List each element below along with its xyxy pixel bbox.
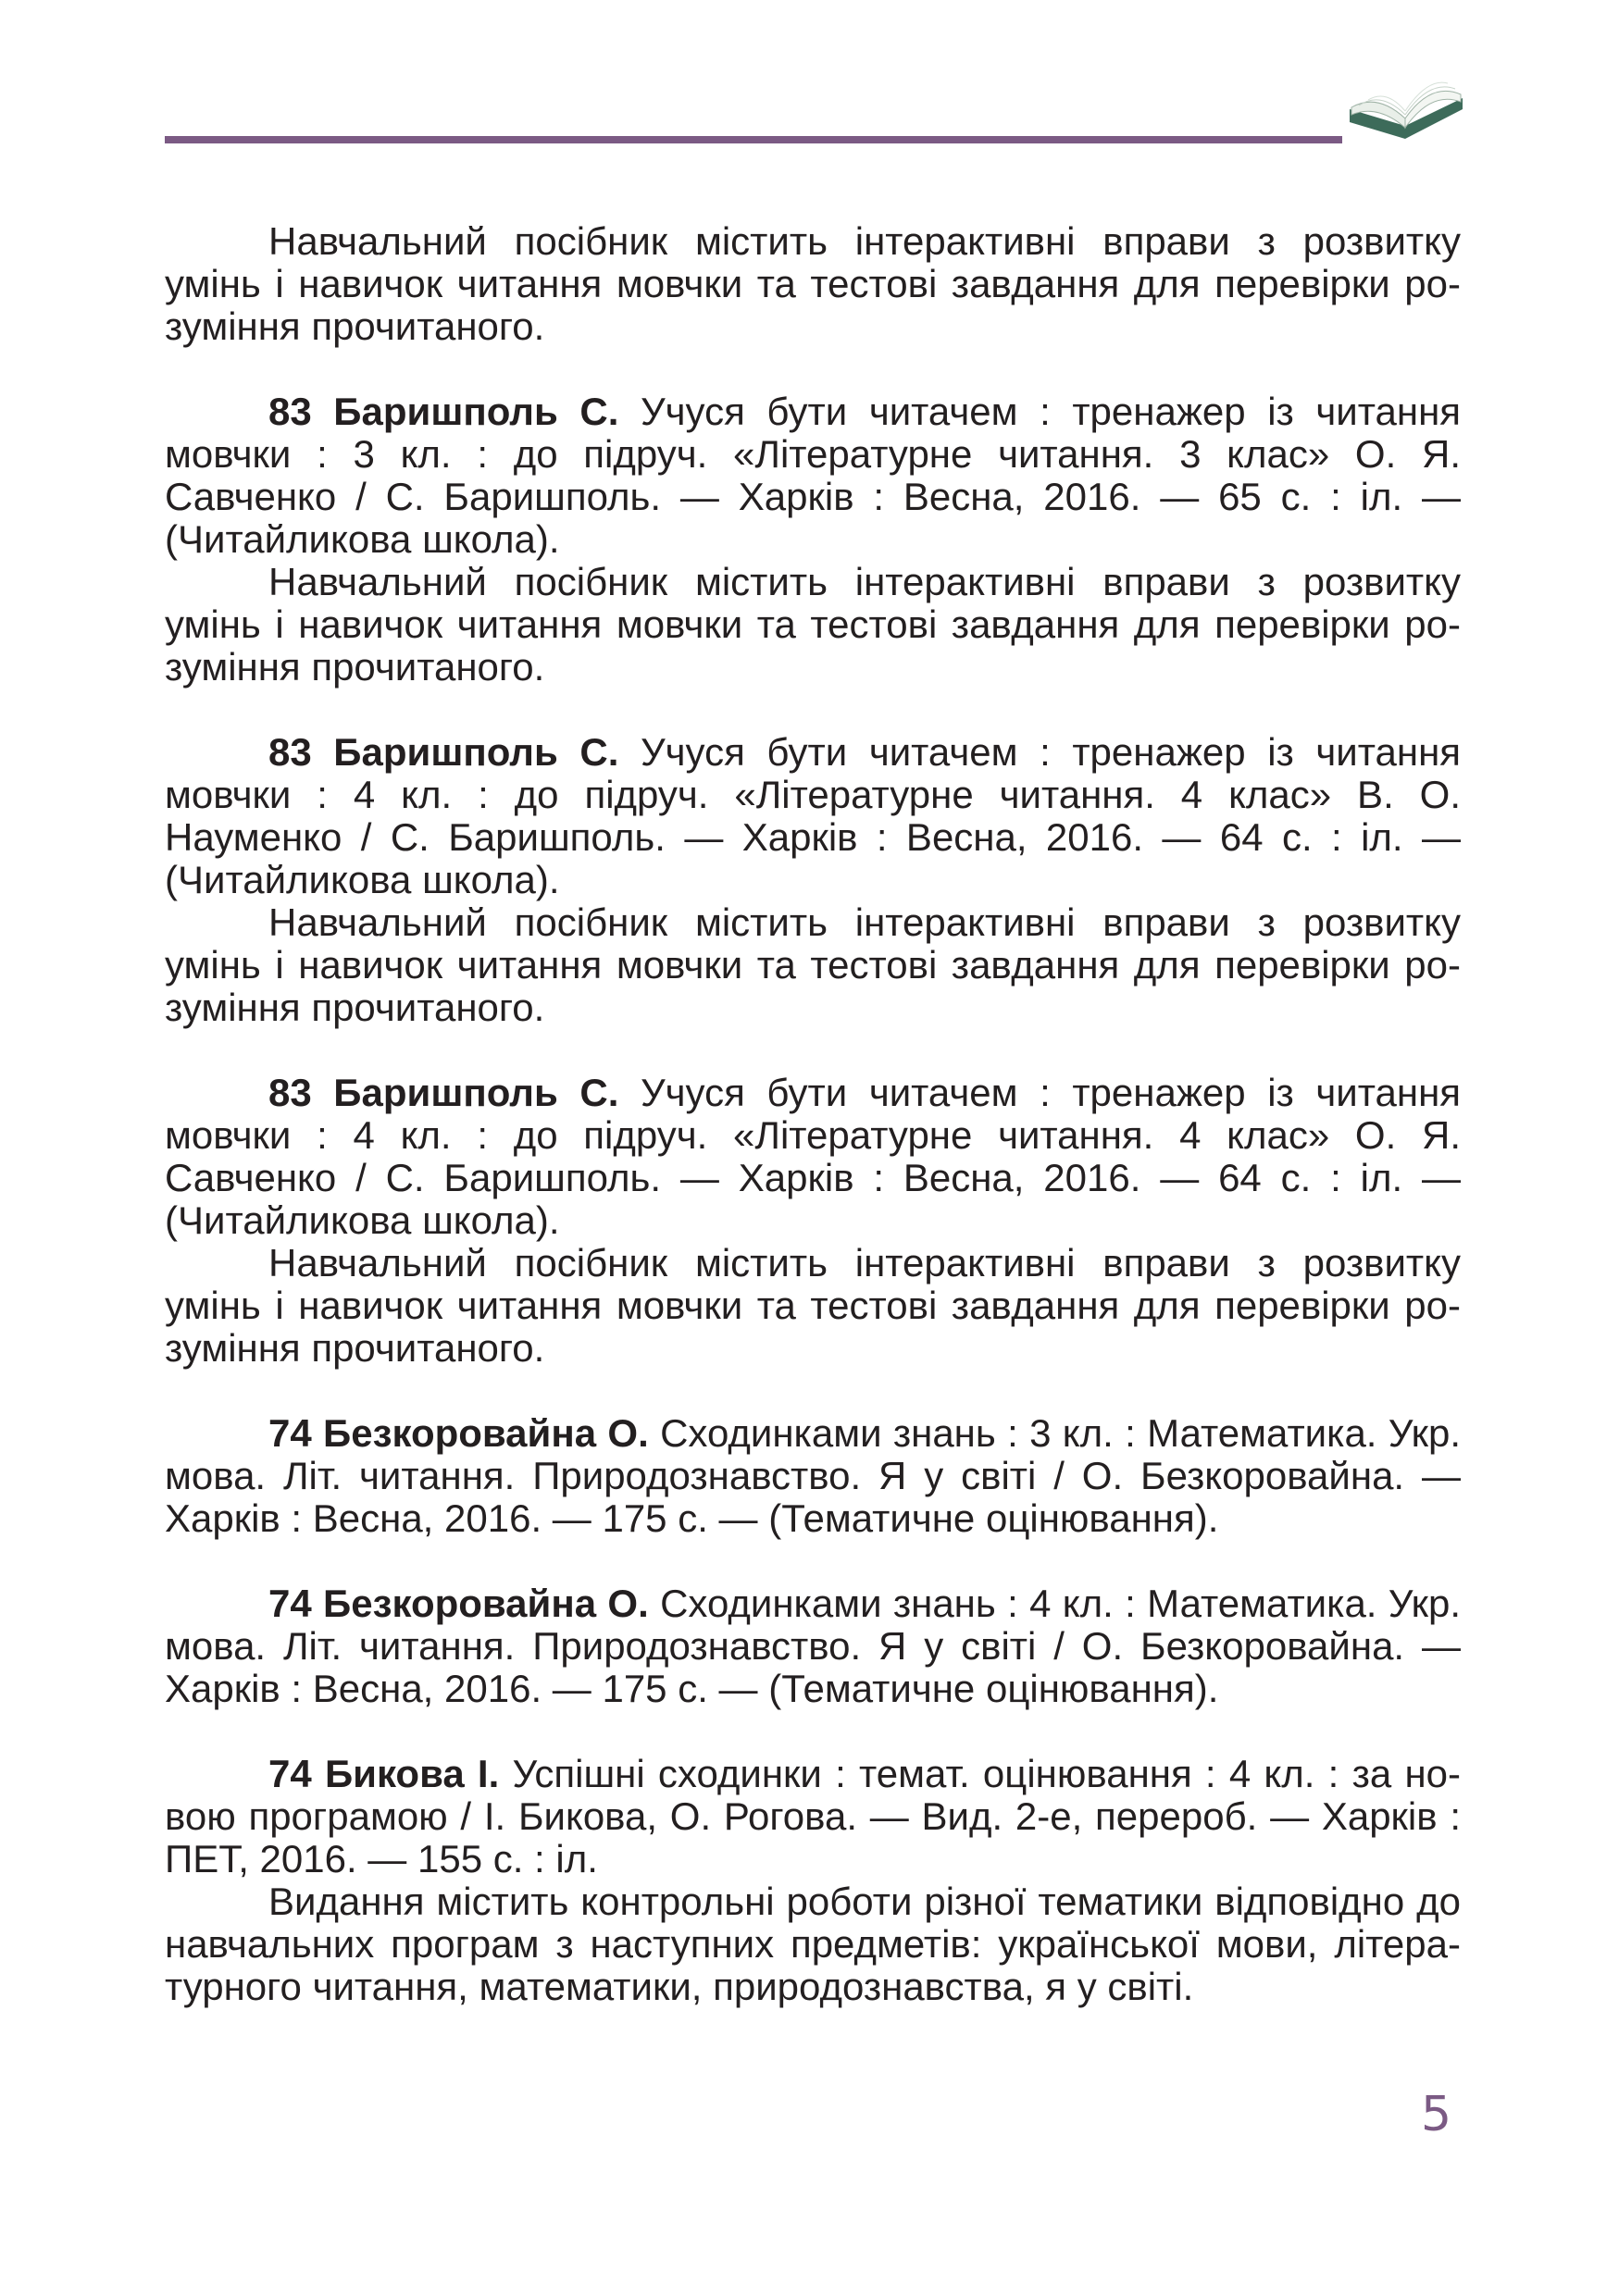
bibliography-entry bbox=[165, 1412, 1461, 1540]
entry-citation bbox=[165, 1582, 1461, 1710]
entry-annotation: Видання містить контрольні роботи різної тематики відповідно до навчальних програм з наступних предметів: української мови, літературного читання, математики, природознавства, я у світі. bbox=[165, 1880, 1461, 2008]
entry-citation bbox=[165, 731, 1461, 901]
entry-annotation: Навчальний посібник містить інтерактивні вправи з розвитку умінь і навичок читання мовчки та тестові завдання для перевірки розуміння прочитаного. bbox=[165, 219, 1461, 348]
bibliography-entry bbox=[165, 1753, 1461, 2008]
header-rule bbox=[165, 136, 1342, 143]
entry-author: 83 Баришполь С. bbox=[268, 390, 619, 433]
bibliography-entry bbox=[165, 1582, 1461, 1710]
entry-author: 74 Безкоровайна О. bbox=[268, 1411, 649, 1455]
entry-author: 74 Безкоровайна О. bbox=[268, 1582, 649, 1625]
entry-description: Учуся бути читачем : тренажер із читання мовчки : 4 кл. : до підруч. «Літературне читання. 4 клас» В. О. Науменко / С. Баришполь. — Харків : Весна, 2016. — 64 с. : іл. — (Читайликова школа). bbox=[165, 730, 1462, 901]
entry-description: Сходинками знань : 4 кл. : Математика. Укр. мова. Літ. читання. Природознавство. Я у світі / О. Безкоровайна. — Харків : Весна, 2016. — 175 с. — (Тематичне оцінювання). bbox=[165, 1582, 1462, 1710]
entry-description: Сходинками знань : 3 кл. : Математика. Укр. мова. Літ. читання. Природознавство. Я у світі / О. Безкоровайна. — Харків : Весна, 2016. — 175 с. — (Тематичне оцінювання). bbox=[165, 1411, 1462, 1540]
entry-author: 83 Баришполь С. bbox=[268, 1071, 619, 1114]
bibliography-entry bbox=[165, 731, 1461, 1029]
bibliography-entry bbox=[165, 1072, 1461, 1370]
entry-annotation: Навчальний посібник містить інтерактивні вправи з розвитку умінь і навичок читання мовчки та тестові завдання для перевірки розуміння прочитаного. bbox=[165, 1241, 1461, 1370]
entry-author: 74 Бикова І. bbox=[268, 1752, 500, 1795]
entry-author: 83 Баришполь С. bbox=[268, 730, 619, 774]
bibliography-entry bbox=[165, 220, 1461, 348]
page-number: 5 bbox=[1421, 2087, 1452, 2142]
bibliography-list bbox=[165, 220, 1461, 2051]
entry-citation bbox=[165, 1072, 1461, 1242]
entry-annotation: Навчальний посібник містить інтерактивні вправи з розвитку умінь і навичок читання мовчки та тестові завдання для перевірки розуміння прочитаного. bbox=[165, 900, 1461, 1029]
entry-description: Учуся бути читачем : тренажер із читання мовчки : 3 кл. : до підруч. «Літературне читання. 3 клас» О. Я. Савченко / С. Баришполь. — Харків : Весна, 2016. — 65 с. : іл. — (Читайликова школа). bbox=[165, 390, 1462, 561]
entry-description: Учуся бути читачем : тренажер із читання мовчки : 4 кл. : до підруч. «Літературне читання. 4 клас» О. Я. Савченко / С. Баришполь. — Харків : Весна, 2016. — 64 с. : іл. — (Читайликова школа). bbox=[165, 1071, 1462, 1242]
entry-description: Успішні сходинки : темат. оцінювання : 4 кл. : за новою програмою / І. Бикова, О. Рогова. — Вид. 2-е, перероб. — Харків : ПЕТ, 2016. — 155 с. : іл. bbox=[165, 1752, 1461, 1880]
entry-citation bbox=[165, 1753, 1461, 1880]
entry-citation bbox=[165, 1412, 1461, 1540]
entry-annotation: Навчальний посібник містить інтерактивні вправи з розвитку умінь і навичок читання мовчки та тестові завдання для перевірки розуміння прочитаного. bbox=[165, 560, 1461, 689]
entry-citation bbox=[165, 391, 1461, 561]
open-book-icon bbox=[1340, 72, 1470, 165]
bibliography-entry bbox=[165, 391, 1461, 689]
